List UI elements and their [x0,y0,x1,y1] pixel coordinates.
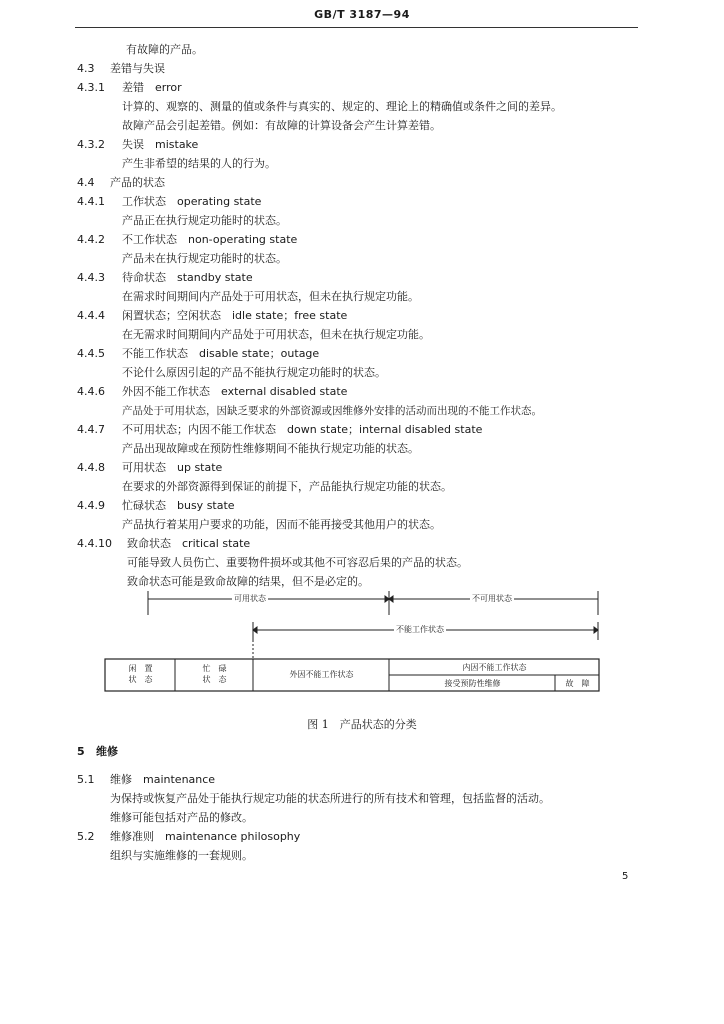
busy-state-cell: 忙 碌 状 态 [202,664,227,684]
section-title: 产品的状态 [110,176,165,189]
clause-term: 外因不能工作状态 external disabled state [122,385,348,398]
clause-definition: 产品处于可用状态，因缺乏要求的外部资源或因维修外安排的活动而出现的不能工作状态。 [122,405,542,417]
disabled-state-label: 不能工作状态 [396,625,444,634]
clause-note: 维修可能包括对产品的修改。 [110,811,253,824]
page-header: GB/T 3187—94 [314,8,410,21]
clause-definition: 在要求的外部资源得到保证的前提下，产品能执行规定功能的状态。 [122,480,452,493]
internal-disabled-cell: 内因不能工作状态 [462,663,527,672]
external-disabled-cell: 外因不能工作状态 [289,670,354,679]
clause-definition: 在无需求时间期间内产品处于可用状态，但未在执行规定功能。 [122,328,430,341]
clause-definition: 不论什么原因引起的产品不能执行规定功能时的状态。 [122,366,386,379]
clause-term: 不可用状态；内因不能工作状态 down state；internal disabled state [122,423,483,436]
clause-term: 失误 mistake [122,138,199,151]
up-state-label: 可用状态 [234,594,266,603]
clause-definition: 计算的、观察的、测量的值或条件与真实的、规定的、理论上的精确值或条件之间的差异。 [122,100,562,113]
figure-caption: 图 1 产品状态的分类 [307,718,417,731]
idle-state-cell: 闲 置 状 态 [128,664,153,684]
clause-term: 可用状态 up state [122,461,223,474]
clause-number: 4.4.4 [77,309,105,322]
clause-term: 维修 maintenance [110,773,216,786]
clause-number: 4.4.1 [77,195,105,208]
clause-number: 4.4.7 [77,423,105,436]
clause-number: 4.3.1 [77,81,105,94]
preventive-maintenance-cell: 接受预防性维修 [444,679,501,688]
clause-term: 维修准则 maintenance philosophy [110,830,301,843]
clause-term: 致命状态 critical state [127,537,251,550]
clause-term: 不能工作状态 disable state；outage [122,347,320,360]
clause-number: 4.4.9 [77,499,105,512]
intro-line: 有故障的产品。 [126,43,203,56]
section-title: 维修 [96,745,118,758]
clause-definition: 可能导致人员伤亡、重要物件损坏或其他不可容忍后果的产品的状态。 [127,556,468,569]
clause-number: 4.4.8 [77,461,105,474]
clause-note: 故障产品会引起差错。例如：有故障的计算设备会产生计算差错。 [122,119,441,132]
clause-number: 4.4.6 [77,385,105,398]
page-number: 5 [622,871,629,882]
fault-cell: 故 障 [565,679,590,688]
clause-definition: 产品执行着某用户要求的功能，因而不能再接受其他用户的状态。 [122,518,441,531]
clause-number: 5.1 [77,773,95,786]
arrow-head [594,627,598,633]
clause-number: 4.4.10 [77,537,112,550]
clause-term: 差错 error [122,81,182,94]
clause-note: 致命状态可能是致命故障的结果，但不是必定的。 [127,575,369,588]
clause-definition: 产生非希望的结果的人的行为。 [122,157,276,170]
down-state-label: 不可用状态 [472,594,512,603]
section-number: 4.4 [77,176,95,189]
clause-definition: 在需求时间期间内产品处于可用状态，但未在执行规定功能。 [122,290,419,303]
clause-term: 待命状态 standby state [122,271,253,284]
clause-definition: 产品正在执行规定功能时的状态。 [122,214,287,227]
clause-definition: 产品未在执行规定功能时的状态。 [122,252,287,265]
clause-number: 4.4.5 [77,347,105,360]
section-title: 差错与失误 [110,62,165,75]
clause-number: 4.4.2 [77,233,105,246]
arrow-head [253,627,257,633]
clause-term: 忙碌状态 busy state [122,499,235,512]
clause-term: 闲置状态；空闲状态 idle state；free state [122,309,348,322]
clause-number: 4.3.2 [77,138,105,151]
clause-definition: 为保持或恢复产品处于能执行规定功能的状态所进行的所有技术和管理，包括监督的活动。 [110,792,550,805]
clause-number: 5.2 [77,830,95,843]
section-number: 5 [77,745,85,758]
clause-term: 不工作状态 non-operating state [122,233,298,246]
arrow-head [389,596,393,602]
clause-term: 工作状态 operating state [122,195,262,208]
clause-definition: 产品出现故障或在预防性维修期间不能执行规定功能的状态。 [122,442,419,455]
clause-definition: 组织与实施维修的一套规则。 [110,849,253,862]
section-number: 4.3 [77,62,95,75]
clause-number: 4.4.3 [77,271,105,284]
